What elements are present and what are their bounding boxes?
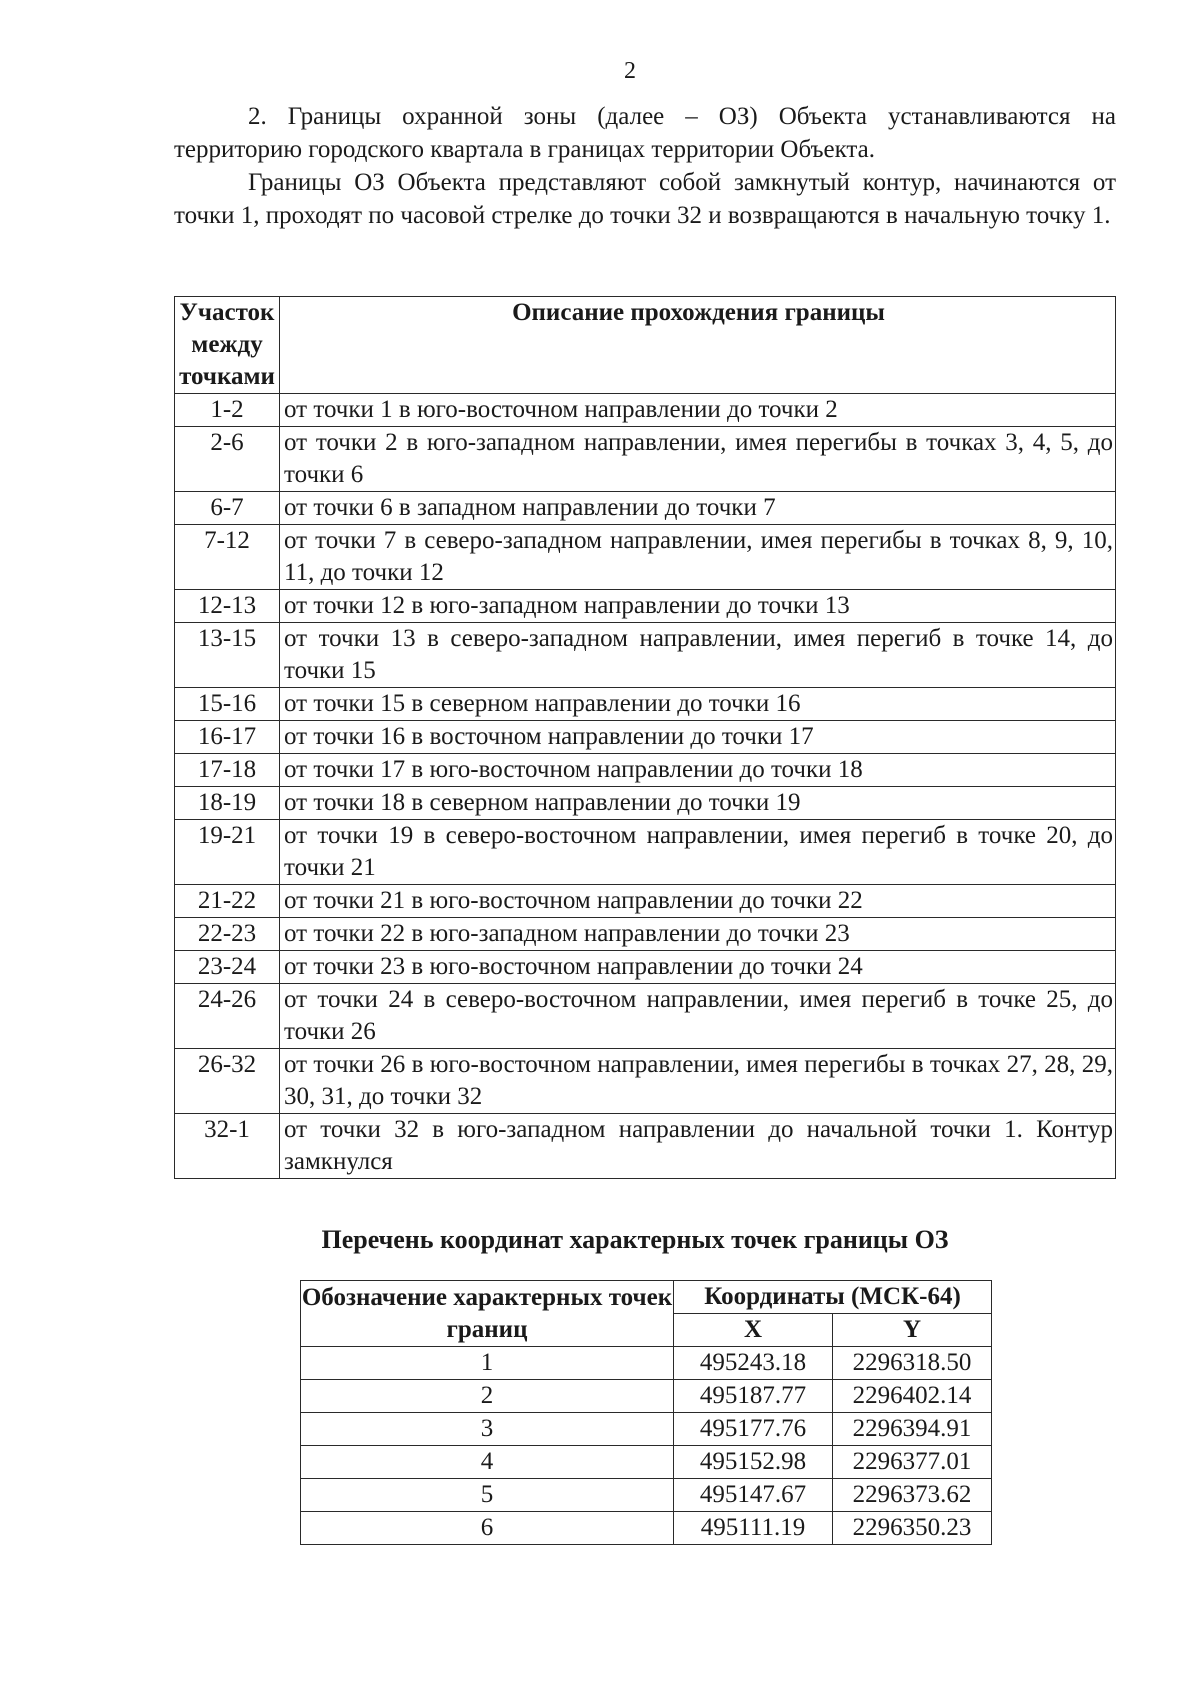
segment-cell: 18-19: [175, 787, 280, 820]
table-header-row: [175, 297, 1116, 394]
point-cell: 3: [301, 1413, 674, 1446]
segment-cell: 32-1: [175, 1114, 280, 1179]
segment-cell: 6-7: [175, 492, 280, 525]
segment-cell: 15-16: [175, 688, 280, 721]
table-row: [175, 787, 1116, 820]
table-row: [175, 623, 1116, 688]
table-row: [175, 427, 1116, 492]
description-cell: от точки 16 в восточном направлении до точки 17: [280, 721, 1116, 754]
table-row: [301, 1413, 992, 1446]
table-row: [175, 984, 1116, 1049]
segment-cell: 23-24: [175, 951, 280, 984]
y-coordinate-cell: 2296402.14: [833, 1380, 992, 1413]
x-coordinate-cell: 495111.19: [674, 1512, 833, 1545]
point-cell: 6: [301, 1512, 674, 1545]
header-point: Обозначение характерных точек границ: [301, 1281, 674, 1347]
table-row: [175, 1049, 1116, 1114]
header-segment: Участок между точками: [175, 297, 280, 394]
header-y: Y: [833, 1314, 992, 1347]
description-cell: от точки 17 в юго-восточном направлении до точки 18: [280, 754, 1116, 787]
description-cell: от точки 13 в северо-западном направлении, имея перегиб в точке 14, до точки 15: [280, 623, 1116, 688]
page-number: 2: [624, 58, 636, 84]
description-cell: от точки 7 в северо-западном направлении, имея перегибы в точках 8, 9, 10, 11, до точки 12: [280, 525, 1116, 590]
header-coords: Координаты (МСК-64): [674, 1281, 992, 1314]
description-cell: от точки 24 в северо-восточном направлении, имея перегиб в точке 25, до точки 26: [280, 984, 1116, 1049]
description-cell: от точки 26 в юго-восточном направлении, имея перегибы в точках 27, 28, 29, 30, 31, до точки 32: [280, 1049, 1116, 1114]
point-cell: 4: [301, 1446, 674, 1479]
description-cell: от точки 19 в северо-восточном направлении, имея перегиб в точке 20, до точки 21: [280, 820, 1116, 885]
description-cell: от точки 15 в северном направлении до точки 16: [280, 688, 1116, 721]
segment-cell: 7-12: [175, 525, 280, 590]
table-row: [175, 885, 1116, 918]
segment-cell: 16-17: [175, 721, 280, 754]
description-cell: от точки 21 в юго-восточном направлении до точки 22: [280, 885, 1116, 918]
table-row: [175, 918, 1116, 951]
x-coordinate-cell: 495187.77: [674, 1380, 833, 1413]
segment-cell: 1-2: [175, 394, 280, 427]
table-row: [301, 1512, 992, 1545]
coordinates-table: [300, 1280, 992, 1545]
coordinates-table-body: [301, 1347, 992, 1545]
table-row: [301, 1446, 992, 1479]
x-coordinate-cell: 495152.98: [674, 1446, 833, 1479]
description-cell: от точки 12 в юго-западном направлении до точки 13: [280, 590, 1116, 623]
point-cell: 2: [301, 1380, 674, 1413]
description-cell: от точки 18 в северном направлении до точки 19: [280, 787, 1116, 820]
table-row: [175, 951, 1116, 984]
table-row: [175, 525, 1116, 590]
description-cell: от точки 32 в юго-западном направлении до начальной точки 1. Контур замкнулся: [280, 1114, 1116, 1179]
segment-cell: 17-18: [175, 754, 280, 787]
paragraph-contour: Границы ОЗ Объекта представляют собой замкнутый контур, начинаются от точки 1, проходят по часовой стрелке до точки 32 и возвращаются в начальную точку 1.: [174, 169, 1116, 229]
segment-cell: 2-6: [175, 427, 280, 492]
segment-cell: 21-22: [175, 885, 280, 918]
table-row: [175, 394, 1116, 427]
point-cell: 1: [301, 1347, 674, 1380]
y-coordinate-cell: 2296318.50: [833, 1347, 992, 1380]
segment-cell: 13-15: [175, 623, 280, 688]
description-cell: от точки 1 в юго-восточном направлении до точки 2: [280, 394, 1116, 427]
y-coordinate-cell: 2296373.62: [833, 1479, 992, 1512]
segment-cell: 24-26: [175, 984, 280, 1049]
x-coordinate-cell: 495243.18: [674, 1347, 833, 1380]
table-row: [175, 590, 1116, 623]
coordinates-title: Перечень координат характерных точек границы ОЗ: [321, 1225, 949, 1254]
table-row: [175, 1114, 1116, 1179]
table-row: [175, 721, 1116, 754]
segment-cell: 26-32: [175, 1049, 280, 1114]
boundary-description-table: [174, 296, 1116, 1179]
description-cell: от точки 6 в западном направлении до точки 7: [280, 492, 1116, 525]
description-cell: от точки 2 в юго-западном направлении, имея перегибы в точках 3, 4, 5, до точки 6: [280, 427, 1116, 492]
segment-cell: 12-13: [175, 590, 280, 623]
table-row: [301, 1380, 992, 1413]
y-coordinate-cell: 2296350.23: [833, 1512, 992, 1545]
y-coordinate-cell: 2296377.01: [833, 1446, 992, 1479]
x-coordinate-cell: 495147.67: [674, 1479, 833, 1512]
segment-cell: 22-23: [175, 918, 280, 951]
header-x: X: [674, 1314, 833, 1347]
table-row: [301, 1479, 992, 1512]
description-cell: от точки 22 в юго-западном направлении до точки 23: [280, 918, 1116, 951]
intro-text: [174, 100, 1116, 232]
table-row: [175, 754, 1116, 787]
segment-cell: 19-21: [175, 820, 280, 885]
description-cell: от точки 23 в юго-восточном направлении до точки 24: [280, 951, 1116, 984]
header-description: Описание прохождения границы: [280, 297, 1116, 394]
point-cell: 5: [301, 1479, 674, 1512]
boundary-table-body: [175, 394, 1116, 1179]
table-row: [301, 1347, 992, 1380]
coord-header-row: [301, 1281, 992, 1314]
table-row: [175, 820, 1116, 885]
table-row: [175, 492, 1116, 525]
y-coordinate-cell: 2296394.91: [833, 1413, 992, 1446]
paragraph-boundaries: 2. Границы охранной зоны (далее – ОЗ) Объекта устанавливаются на территорию городского квартала в границах территории Объекта.: [174, 103, 1116, 163]
x-coordinate-cell: 495177.76: [674, 1413, 833, 1446]
table-row: [175, 688, 1116, 721]
